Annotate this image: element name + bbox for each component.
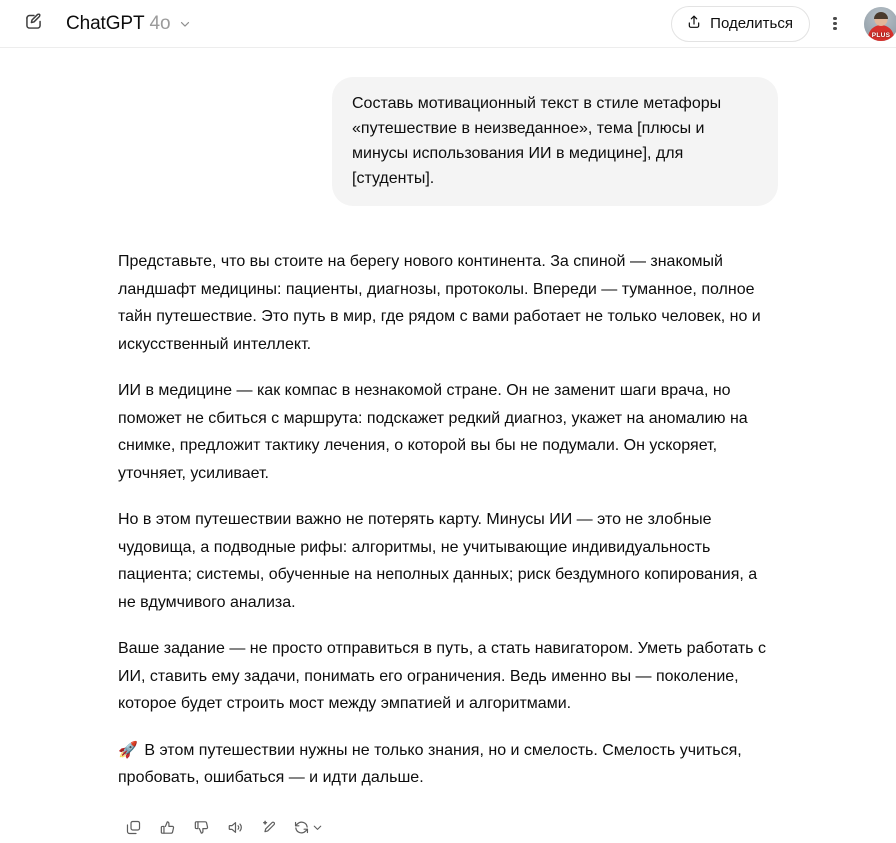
model-name: ChatGPT bbox=[66, 12, 145, 34]
chevron-down-icon bbox=[311, 821, 324, 834]
message-action-bar bbox=[118, 813, 778, 843]
kebab-menu-icon bbox=[833, 15, 836, 32]
assistant-final-text: В этом путешествии нужны не только знания, но и смелость. Смелость учиться, пробовать, ошибаться — и идти дальше. bbox=[118, 741, 742, 786]
model-selector[interactable] bbox=[60, 8, 200, 40]
share-button[interactable] bbox=[671, 6, 810, 42]
header-actions bbox=[671, 6, 891, 42]
assistant-paragraph: Ваше задание — не просто отправиться в путь, а стать навигатором. Уметь работать с ИИ, ставить ему задачи, понимать его ограничения. Ведь именно вы — поколение, которое будет строить мост между эмпатией и алгоритмами. bbox=[118, 640, 766, 712]
read-aloud-button[interactable] bbox=[220, 813, 250, 843]
assistant-final-paragraph bbox=[118, 737, 778, 792]
user-message-bubble[interactable]: Составь мотивационный текст в стиле метафоры «путешествие в неизведанное», тема [плюсы и минусы использования ИИ в медицине], для [студенты]. bbox=[332, 77, 778, 206]
app-header bbox=[0, 0, 896, 48]
bad-response-button[interactable] bbox=[186, 813, 216, 843]
thumbs-up-icon bbox=[159, 819, 176, 836]
copy-icon bbox=[125, 819, 142, 836]
share-upload-icon bbox=[686, 14, 702, 34]
user-message-row bbox=[118, 77, 778, 206]
regenerate-button[interactable] bbox=[288, 813, 327, 843]
speaker-icon bbox=[227, 819, 244, 836]
rocket-icon: 🚀 bbox=[118, 741, 138, 759]
copy-button[interactable] bbox=[118, 813, 148, 843]
chevron-down-icon bbox=[178, 17, 192, 31]
conversation-area bbox=[0, 48, 896, 843]
more-options-button[interactable] bbox=[818, 7, 852, 41]
avatar[interactable] bbox=[864, 7, 896, 41]
message-thread bbox=[118, 48, 778, 843]
model-version: 4o bbox=[149, 12, 171, 34]
new-chat-pencil-icon bbox=[23, 11, 44, 37]
assistant-paragraph: Представьте, что вы стоите на берегу нового континента. За спиной — знакомый ландшафт медицины: пациенты, диагнозы, протоколы. Впереди — туманное, полное тайн путешествие. Это путь в мир, где рядом с вами работает не только человек, но и искусственный интеллект. bbox=[118, 253, 761, 353]
good-response-button[interactable] bbox=[152, 813, 182, 843]
edit-in-canvas-button[interactable] bbox=[254, 813, 284, 843]
plus-badge: PLUS bbox=[871, 32, 891, 39]
regenerate-icon bbox=[293, 819, 310, 836]
assistant-paragraph: ИИ в медицине — как компас в незнакомой стране. Он не заменит шаги врача, но поможет не сбиться с маршрута: подскажет редкий диагноз, укажет на аномалию на снимке, предложит тактику лечения, о которой вы бы не подумали. Он ускоряет, уточняет, усиливает. bbox=[118, 382, 748, 482]
new-chat-button[interactable] bbox=[16, 7, 50, 41]
share-button-label: Поделиться bbox=[710, 15, 793, 32]
assistant-message bbox=[118, 248, 778, 792]
assistant-paragraph: Но в этом путешествии важно не потерять карту. Минусы ИИ — это не злобные чудовища, а подводные рифы: алгоритмы, не учитывающие индивидуальность пациента; системы, обученные на неполных данных; риск бездумного копирования, а не вдумчивого анализа. bbox=[118, 511, 758, 611]
pencil-sparkle-icon bbox=[261, 819, 278, 836]
thumbs-down-icon bbox=[193, 819, 210, 836]
